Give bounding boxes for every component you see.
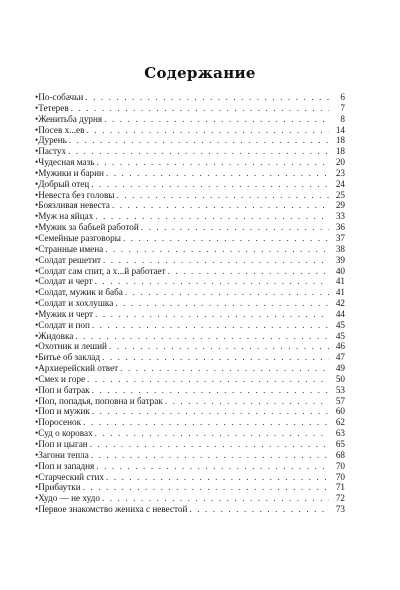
toc-entry [35, 417, 345, 428]
toc-entry [35, 179, 345, 190]
toc-entry-page-number: 41 [335, 276, 345, 287]
dot-leader [105, 244, 329, 255]
toc-entry-title: •Поп и мужик [35, 406, 90, 417]
toc-entry [35, 461, 345, 472]
toc-entry [35, 222, 345, 233]
toc-entry-title: •Худо — не худо [35, 493, 100, 504]
toc-entry [35, 211, 345, 222]
dot-leader [168, 266, 329, 277]
toc-entry [35, 157, 345, 168]
toc-entry [35, 233, 345, 244]
toc-entry-title: •Пастух [35, 146, 67, 157]
dot-leader [83, 417, 329, 428]
toc-entry-page-number: 14 [335, 124, 345, 135]
toc-entry [35, 472, 345, 483]
toc-entry-page-number: 29 [335, 200, 345, 211]
toc-entry-title: •Невеста без головы [35, 189, 115, 200]
toc-entry-page-number: 45 [335, 330, 345, 341]
dot-leader [115, 298, 329, 309]
toc-entry-page-number: 62 [335, 417, 345, 428]
toc-entry-title: •Муж на яйцах [35, 211, 94, 222]
toc-entry [35, 363, 345, 374]
toc-entry-title: •Боязливая невеста [35, 200, 110, 211]
dot-leader [75, 331, 329, 342]
dot-leader [109, 341, 329, 352]
toc-entry [35, 92, 345, 103]
toc-entry-page-number: 6 [340, 92, 345, 102]
dot-leader [103, 255, 329, 266]
toc-entry-page-number: 70 [335, 471, 345, 482]
dot-leader [104, 114, 329, 125]
table-of-contents [35, 92, 345, 515]
toc-entry [35, 341, 345, 352]
dot-leader [106, 168, 329, 179]
toc-entry [35, 146, 345, 157]
toc-entry-page-number: 42 [335, 298, 345, 309]
toc-entry-title: •Женитьба дурня [35, 113, 103, 124]
dot-leader [69, 135, 329, 146]
toc-entry [35, 287, 345, 298]
toc-entry-title: •Добрый отец [35, 178, 90, 189]
toc-entry-title: •Тетерев [35, 102, 69, 113]
toc-entry-page-number: 45 [335, 319, 345, 330]
toc-entry [35, 190, 345, 201]
dot-leader [87, 374, 329, 385]
dot-leader [116, 190, 329, 201]
toc-entry [35, 320, 345, 331]
toc-entry-page-number: 70 [335, 460, 345, 471]
toc-entry [35, 200, 345, 211]
toc-entry-page-number: 40 [335, 265, 345, 276]
dot-leader [112, 200, 329, 211]
toc-entry-title: •Битье об заклад [35, 352, 101, 363]
toc-entry-title: •Солдат сам спит, а х...й работает [35, 265, 166, 276]
dot-leader [123, 233, 329, 244]
toc-entry-page-number: 57 [335, 395, 345, 406]
toc-entry-page-number: 18 [335, 146, 345, 157]
toc-entry [35, 331, 345, 342]
toc-entry [35, 135, 345, 146]
toc-entry-page-number: 49 [335, 363, 345, 374]
dot-leader [102, 493, 329, 504]
toc-entry-page-number: 47 [335, 352, 345, 363]
toc-entry-title: •Жидовка [35, 330, 74, 341]
dot-leader [102, 352, 329, 363]
toc-entry [35, 374, 345, 385]
toc-entry-page-number: 25 [335, 189, 345, 200]
dot-leader [71, 103, 329, 114]
toc-entry-title: •Загони тепла [35, 449, 89, 460]
dot-leader [86, 125, 329, 136]
toc-entry [35, 125, 345, 136]
dot-leader [92, 406, 329, 417]
toc-entry-title: •Солдат решетит [35, 254, 101, 265]
toc-entry [35, 298, 345, 309]
toc-entry [35, 352, 345, 363]
dot-leader [106, 472, 329, 483]
toc-entry [35, 255, 345, 266]
toc-entry [35, 103, 345, 114]
dot-leader [90, 439, 329, 450]
dot-leader [165, 396, 329, 407]
toc-entry-title: •Солдат и поп [35, 319, 90, 330]
toc-entry-page-number: 63 [335, 428, 345, 439]
dot-leader [125, 287, 329, 298]
toc-entry [35, 504, 345, 515]
dot-leader [189, 504, 329, 515]
toc-entry-title: •Семейные разговоры [35, 232, 121, 243]
dot-leader [91, 450, 329, 461]
toc-entry-page-number: 41 [335, 287, 345, 298]
toc-entry-title: •Первое знакомство жениха с невестой [35, 504, 188, 515]
toc-entry-page-number: 72 [335, 493, 345, 504]
toc-entry-page-number: 60 [335, 406, 345, 417]
toc-entry [35, 244, 345, 255]
toc-entry-title: •Поп и батрак [35, 384, 90, 395]
dot-leader [96, 461, 329, 472]
dot-leader [85, 92, 329, 103]
toc-entry-title: •Посев х...ев [35, 124, 85, 135]
toc-entry [35, 396, 345, 407]
toc-entry-page-number: 44 [335, 308, 345, 319]
dot-leader [95, 211, 329, 222]
toc-entry-page-number: 36 [335, 222, 345, 233]
toc-entry [35, 493, 345, 504]
toc-entry [35, 406, 345, 417]
toc-entry [35, 439, 345, 450]
dot-leader [96, 157, 329, 168]
toc-entry-title: •Суд о коровах [35, 428, 93, 439]
dot-leader [68, 146, 329, 157]
toc-entry [35, 114, 345, 125]
dot-leader [120, 363, 329, 374]
dot-leader [95, 428, 329, 439]
toc-entry [35, 309, 345, 320]
toc-entry-title: •Солдат и хохлушка [35, 298, 114, 309]
toc-entry-title: •Солдат и черт [35, 276, 93, 287]
toc-entry-title: •Солдат, мужик и баба [35, 287, 123, 298]
toc-entry-page-number: 23 [335, 167, 345, 178]
toc-entry-title: •Охотник и леший [35, 341, 107, 352]
toc-entry-title: •Чудесная мазь [35, 157, 95, 168]
toc-entry [35, 266, 345, 277]
toc-entry-title: •Мужик и черт [35, 308, 94, 319]
toc-entry-title: •Мужик за бабьей работой [35, 222, 139, 233]
toc-entry-page-number: 46 [335, 341, 345, 352]
toc-entry [35, 428, 345, 439]
toc-entry-page-number: 68 [335, 449, 345, 460]
toc-entry-page-number: 18 [335, 135, 345, 146]
toc-entry [35, 276, 345, 287]
toc-entry-title: •Поп и западня [35, 460, 95, 471]
toc-entry-title: •Поросенок [35, 417, 82, 428]
dot-leader [92, 320, 329, 331]
dot-leader [95, 276, 329, 287]
toc-entry [35, 168, 345, 179]
toc-entry-page-number: 38 [335, 243, 345, 254]
toc-entry-title: •Архиерейский ответ [35, 363, 119, 374]
toc-entry [35, 385, 345, 396]
toc-entry-page-number: 7 [340, 102, 345, 113]
toc-entry-title: •Дурень [35, 135, 67, 146]
toc-entry-page-number: 53 [335, 384, 345, 395]
toc-entry-page-number: 8 [340, 113, 345, 124]
toc-entry-title: •По-собачьи [35, 92, 84, 102]
toc-entry [35, 482, 345, 493]
toc-entry-page-number: 73 [335, 504, 345, 515]
toc-entry-title: •Смех и горе [35, 373, 86, 384]
dot-leader [92, 385, 329, 396]
toc-entry-page-number: 33 [335, 211, 345, 222]
toc-entry-page-number: 71 [335, 482, 345, 493]
toc-entry-title: •Прибаутки [35, 482, 81, 493]
toc-entry-page-number: 50 [335, 373, 345, 384]
dot-leader [141, 222, 329, 233]
dot-leader [91, 179, 329, 190]
dot-leader [95, 309, 329, 320]
toc-entry-page-number: 39 [335, 254, 345, 265]
toc-entry-page-number: 24 [335, 178, 345, 189]
toc-entry-title: •Мужики и барин [35, 167, 104, 178]
toc-entry-title: •Старческий стих [35, 471, 104, 482]
toc-entry-title: •Странные имена [35, 243, 104, 254]
page-title: Содержание [144, 64, 256, 82]
toc-entry [35, 450, 345, 461]
toc-entry-title: •Поп, попадья, поповна и батрак [35, 395, 163, 406]
dot-leader [83, 482, 329, 493]
toc-entry-title: •Поп и цыган [35, 439, 88, 449]
toc-entry-page-number: 20 [335, 157, 345, 168]
toc-entry-page-number: 65 [335, 439, 345, 449]
toc-entry-page-number: 37 [335, 232, 345, 243]
